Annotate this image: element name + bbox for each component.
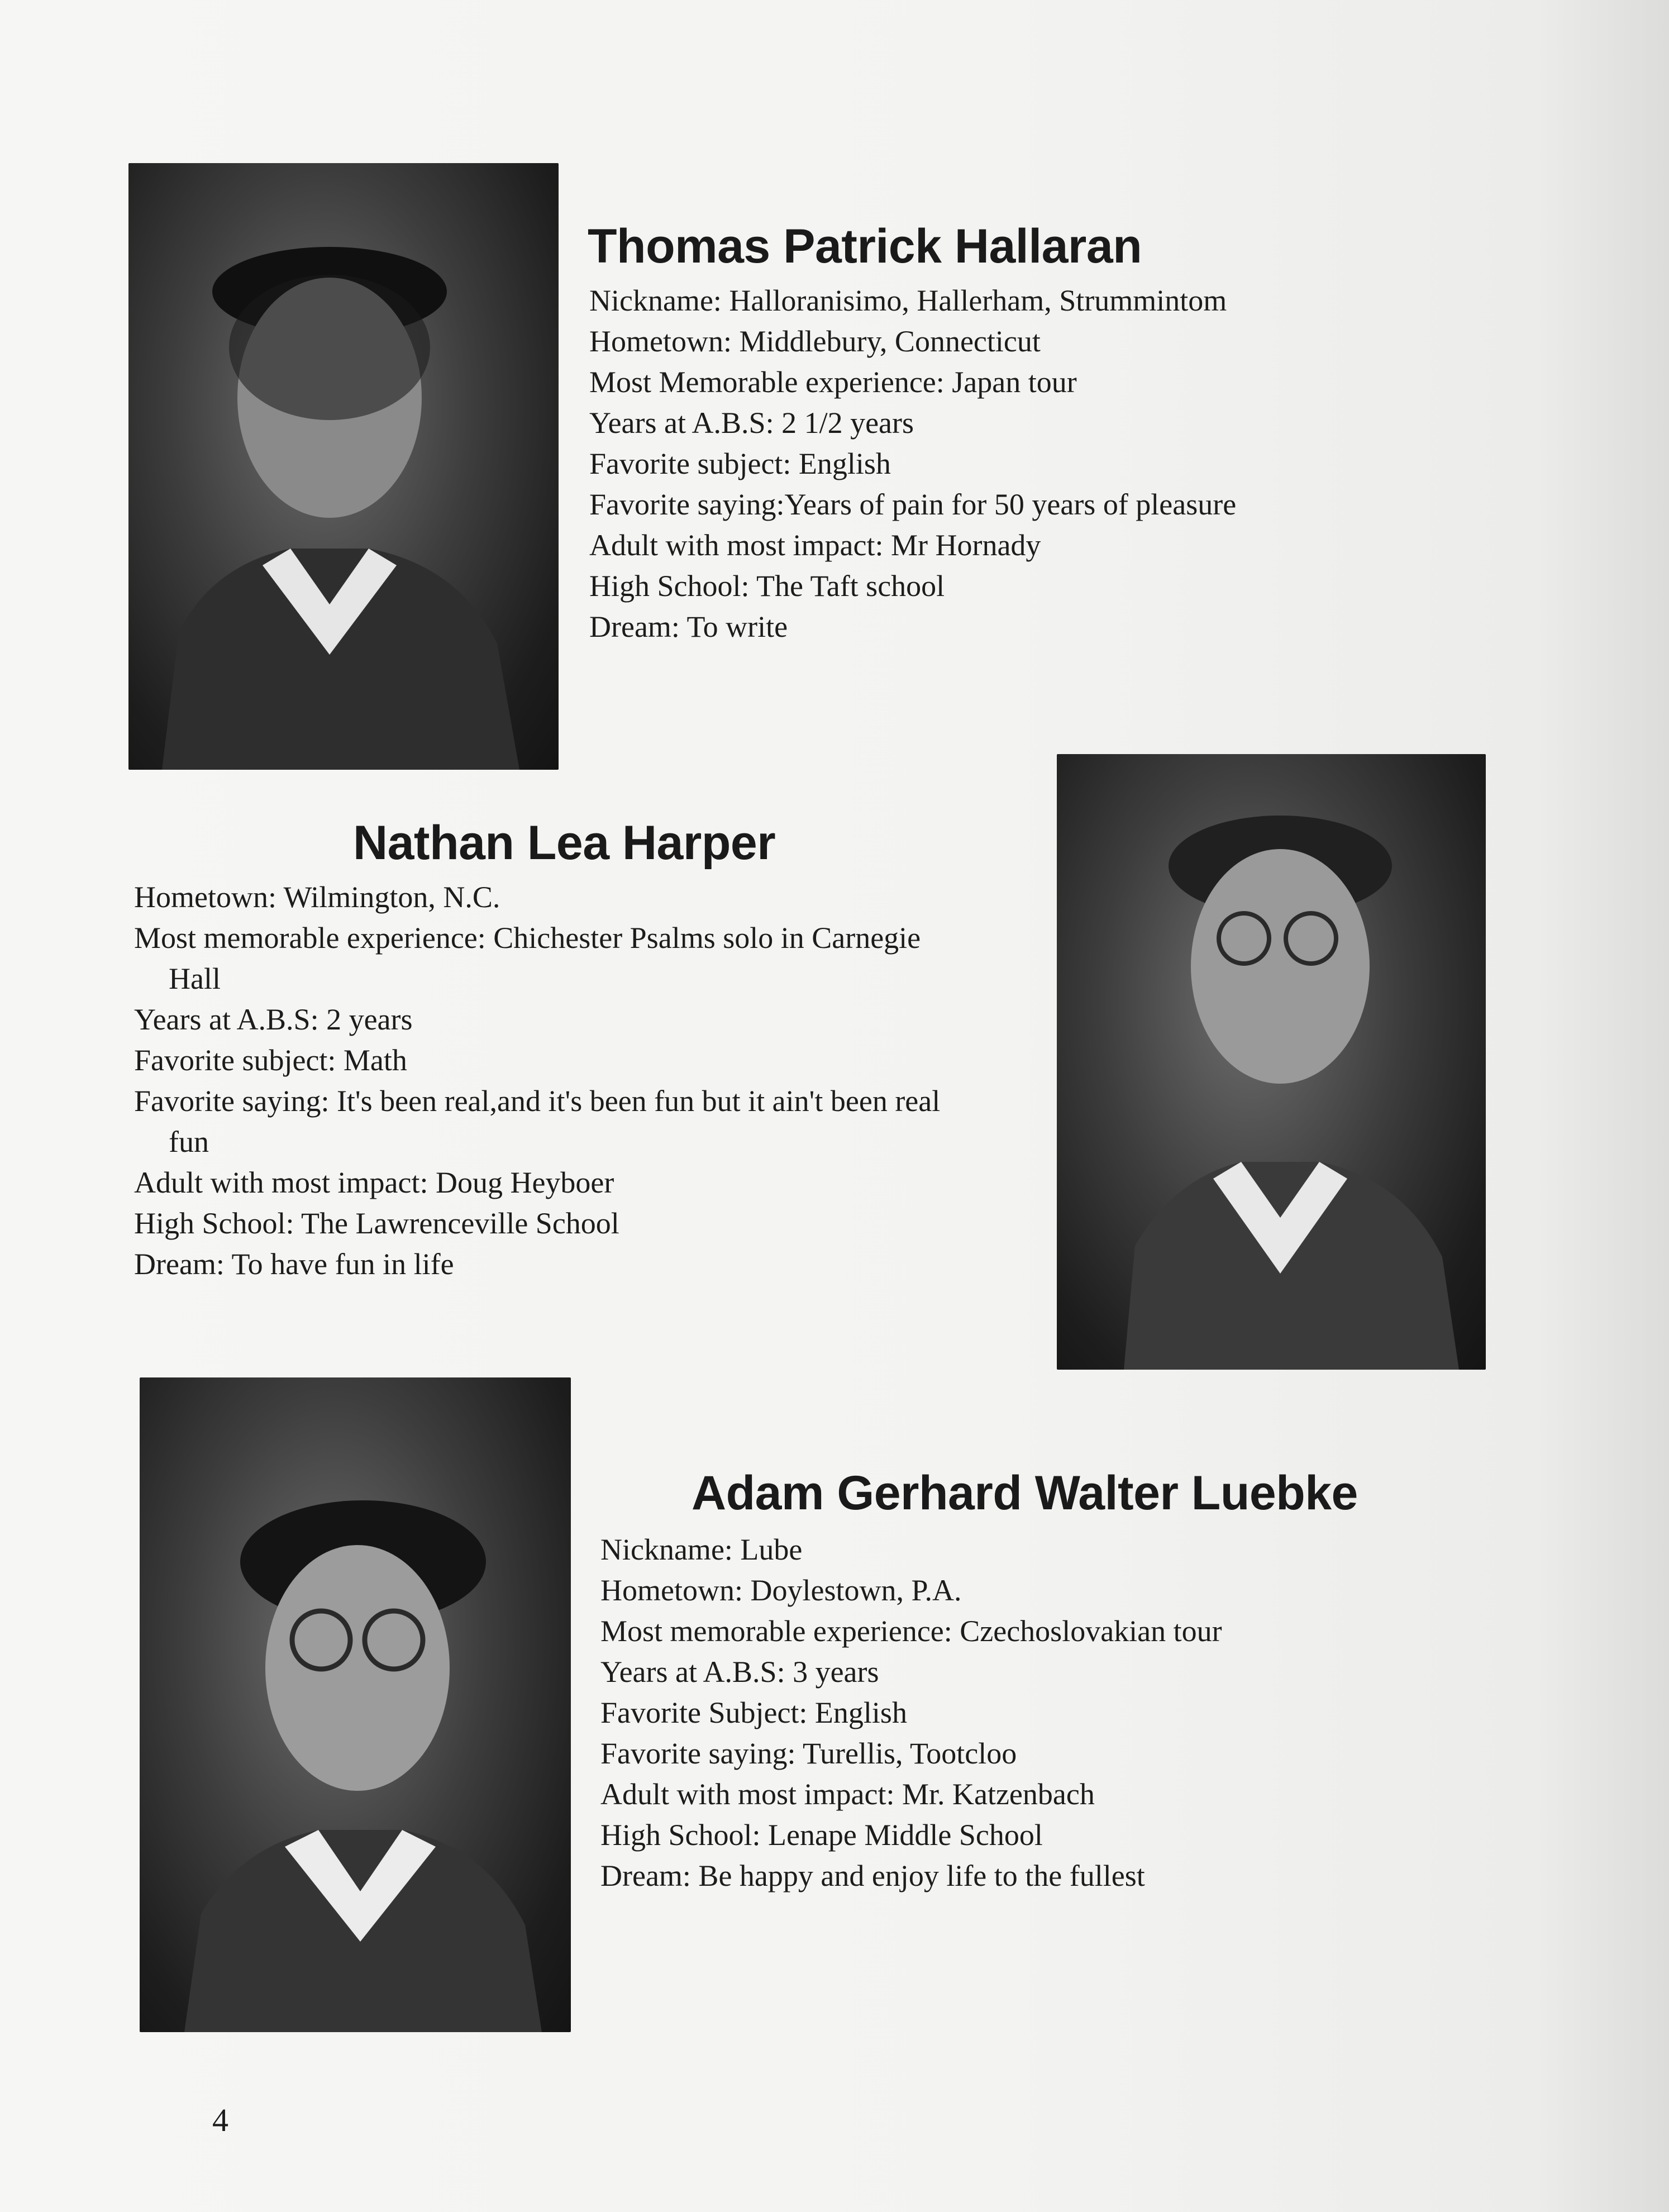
info-line-continued: fun (169, 1125, 209, 1159)
info-line: Dream: To have fun in life (134, 1247, 454, 1281)
info-line: High School: Lenape Middle School (600, 1818, 1043, 1852)
info-line: Favorite Subject: English (600, 1696, 907, 1729)
info-line: Favorite subject: Math (134, 1043, 407, 1077)
info-line: Dream: Be happy and enjoy life to the fullest (600, 1859, 1145, 1892)
info-line: Favorite saying:Years of pain for 50 years of pleasure (589, 488, 1237, 521)
info-line: Most Memorable experience: Japan tour (589, 365, 1077, 399)
student-info (589, 280, 1236, 647)
info-line: Most memorable experience: Chichester Psalms solo in Carnegie (134, 921, 921, 955)
info-line: Years at A.B.S: 2 years (134, 1003, 413, 1036)
info-line: Years at A.B.S: 3 years (600, 1655, 879, 1689)
info-line: Adult with most impact: Mr. Katzenbach (600, 1777, 1095, 1811)
info-line: Hometown: Middlebury, Connecticut (589, 325, 1041, 358)
info-line: Favorite subject: English (589, 447, 891, 480)
info-line-continued: Hall (169, 962, 221, 995)
student-name: Adam Gerhard Walter Luebke (692, 1466, 1358, 1520)
info-line: Hometown: Doylestown, P.A. (600, 1574, 962, 1607)
student-info (134, 877, 940, 1285)
info-line: Most memorable experience: Czechoslovakian tour (600, 1614, 1222, 1648)
student-name: Thomas Patrick Hallaran (588, 220, 1142, 273)
info-line: High School: The Lawrenceville School (134, 1207, 619, 1240)
info-line: High School: The Taft school (589, 569, 945, 603)
portrait-silhouette (140, 1377, 571, 2032)
info-line: Adult with most impact: Doug Heyboer (134, 1166, 614, 1199)
info-line: Favorite saying: It's been real,and it's been fun but it ain't been real (134, 1084, 941, 1118)
portrait-silhouette (1057, 754, 1486, 1370)
info-line: Favorite saying: Turellis, Tootcloo (600, 1737, 1017, 1770)
portrait-silhouette (128, 163, 559, 770)
info-line: Years at A.B.S: 2 1/2 years (589, 406, 914, 440)
info-line: Hometown: Wilmington, N.C. (134, 880, 500, 914)
info-line: Dream: To write (589, 610, 788, 643)
info-line: Adult with most impact: Mr Hornady (589, 528, 1041, 562)
student-photo-luebke (140, 1377, 571, 2032)
student-photo-harper (1057, 754, 1486, 1370)
info-line: Nickname: Lube (600, 1533, 803, 1566)
student-info (600, 1529, 1222, 1896)
student-photo-hallaran (128, 163, 559, 770)
page-number: 4 (212, 2102, 228, 2138)
info-line: Nickname: Halloranisimo, Hallerham, Strummintom (589, 284, 1227, 317)
student-name: Nathan Lea Harper (353, 816, 776, 870)
